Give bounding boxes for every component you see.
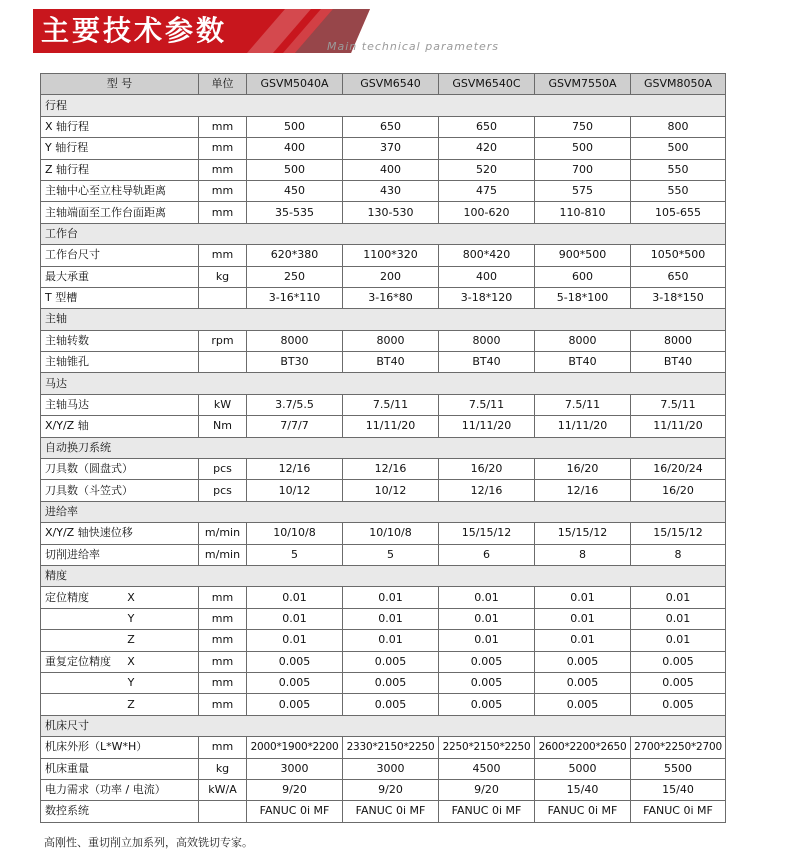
- unit-cell: mm: [199, 159, 247, 180]
- row-label-cell: [41, 737, 199, 758]
- value-cell: 15/15/12: [439, 523, 535, 544]
- table-row: [41, 608, 726, 629]
- value-cell: 750: [535, 116, 631, 137]
- row-label: 主轴马达: [45, 398, 89, 412]
- unit-cell: [199, 801, 247, 822]
- unit-cell: mm: [199, 672, 247, 693]
- value-cell: FANUC 0i MF: [631, 801, 726, 822]
- row-label-cell: [41, 287, 199, 308]
- section-label: 自动换刀系统: [41, 437, 726, 458]
- value-cell: 15/40: [631, 779, 726, 800]
- value-cell: 110-810: [535, 202, 631, 223]
- value-cell: 0.005: [631, 672, 726, 693]
- unit-cell: Nm: [199, 416, 247, 437]
- value-cell: 0.01: [247, 630, 343, 651]
- row-label: X 轴行程: [45, 119, 90, 133]
- header-model-5: GSVM8050A: [631, 74, 726, 95]
- axis-label: Y: [127, 676, 135, 690]
- value-cell: 2250*2150*2250: [439, 737, 535, 758]
- value-cell: 500: [535, 138, 631, 159]
- value-cell: 2330*2150*2250: [343, 737, 439, 758]
- table-row: [41, 180, 726, 201]
- section-label: 进给率: [41, 501, 726, 522]
- table-row: [41, 779, 726, 800]
- section-label: 主轴: [41, 309, 726, 330]
- value-cell: 0.01: [247, 587, 343, 608]
- value-cell: 10/12: [343, 480, 439, 501]
- axis-label: Z: [127, 697, 135, 711]
- value-cell: 130-530: [343, 202, 439, 223]
- row-label: 机床外形（L*W*H）: [45, 740, 148, 754]
- value-cell: 105-655: [631, 202, 726, 223]
- value-cell: 575: [535, 180, 631, 201]
- value-cell: 7/7/7: [247, 416, 343, 437]
- value-cell: 420: [439, 138, 535, 159]
- unit-cell: mm: [199, 138, 247, 159]
- value-cell: FANUC 0i MF: [247, 801, 343, 822]
- section-row: [41, 501, 726, 522]
- table-row: [41, 737, 726, 758]
- row-label: X/Y/Z 轴快速位移: [45, 526, 133, 540]
- value-cell: 0.005: [631, 694, 726, 715]
- unit-cell: pcs: [199, 480, 247, 501]
- value-cell: 0.005: [343, 672, 439, 693]
- value-cell: 11/11/20: [343, 416, 439, 437]
- value-cell: 1100*320: [343, 245, 439, 266]
- value-cell: 100-620: [439, 202, 535, 223]
- unit-cell: kW/A: [199, 779, 247, 800]
- section-row: [41, 565, 726, 586]
- value-cell: 9/20: [439, 779, 535, 800]
- value-cell: BT40: [535, 352, 631, 373]
- row-label-cell: [41, 394, 199, 415]
- row-label: 机床重量: [45, 761, 89, 775]
- table-row: [41, 266, 726, 287]
- row-label: 电力需求（功率 / 电流）: [45, 783, 166, 797]
- value-cell: 0.01: [535, 630, 631, 651]
- value-cell: 5500: [631, 758, 726, 779]
- value-cell: 6: [439, 544, 535, 565]
- value-cell: 650: [631, 266, 726, 287]
- unit-cell: mm: [199, 694, 247, 715]
- value-cell: 12/16: [247, 459, 343, 480]
- table-row: [41, 394, 726, 415]
- table-row: [41, 651, 726, 672]
- unit-cell: mm: [199, 651, 247, 672]
- table-row: [41, 138, 726, 159]
- value-cell: 8000: [343, 330, 439, 351]
- title-banner: [33, 9, 370, 53]
- value-cell: 400: [439, 266, 535, 287]
- row-label-cell: [41, 266, 199, 287]
- value-cell: 5: [343, 544, 439, 565]
- value-cell: 0.01: [439, 630, 535, 651]
- unit-cell: mm: [199, 202, 247, 223]
- value-cell: 35-535: [247, 202, 343, 223]
- value-cell: 16/20: [631, 480, 726, 501]
- value-cell: 3-16*110: [247, 287, 343, 308]
- axis-label: X: [127, 590, 135, 604]
- row-label-cell: [41, 779, 199, 800]
- unit-cell: [199, 287, 247, 308]
- footnote: 高刚性、重切削立加系列，高效铣切专家。: [44, 836, 253, 849]
- row-label: 刀具数（圆盘式）: [45, 462, 133, 476]
- table-row: [41, 202, 726, 223]
- value-cell: 15/15/12: [535, 523, 631, 544]
- row-label-cell: [41, 801, 199, 822]
- row-label: 主轴转数: [45, 333, 89, 347]
- value-cell: 5000: [535, 758, 631, 779]
- row-label-cell: [41, 459, 199, 480]
- unit-cell: [199, 352, 247, 373]
- row-label-cell: [41, 180, 199, 201]
- table-header-row: [41, 74, 726, 95]
- value-cell: 0.005: [247, 694, 343, 715]
- value-cell: 0.005: [247, 651, 343, 672]
- row-label-cell: [41, 544, 199, 565]
- value-cell: 16/20: [439, 459, 535, 480]
- table-row: [41, 523, 726, 544]
- header-model-3: GSVM6540C: [439, 74, 535, 95]
- value-cell: 3000: [247, 758, 343, 779]
- header-model-2: GSVM6540: [343, 74, 439, 95]
- value-cell: 0.005: [343, 651, 439, 672]
- row-label: 工作台尺寸: [45, 248, 100, 262]
- section-label: 行程: [41, 95, 726, 116]
- value-cell: 450: [247, 180, 343, 201]
- row-label-cell: [41, 202, 199, 223]
- value-cell: 9/20: [247, 779, 343, 800]
- value-cell: 0.005: [439, 651, 535, 672]
- table-row: [41, 330, 726, 351]
- unit-cell: kg: [199, 266, 247, 287]
- value-cell: 3.7/5.5: [247, 394, 343, 415]
- row-label: 最大承重: [45, 269, 89, 283]
- table-row: [41, 630, 726, 651]
- value-cell: FANUC 0i MF: [535, 801, 631, 822]
- value-cell: 8000: [439, 330, 535, 351]
- value-cell: 900*500: [535, 245, 631, 266]
- row-label-cell: [41, 352, 199, 373]
- value-cell: 600: [535, 266, 631, 287]
- table-row: [41, 544, 726, 565]
- row-label: 定位精度: [45, 590, 89, 604]
- row-label-cell: [41, 651, 199, 672]
- table-row: [41, 159, 726, 180]
- row-label: T 型槽: [45, 291, 78, 305]
- table-row: [41, 587, 726, 608]
- value-cell: 11/11/20: [439, 416, 535, 437]
- value-cell: 8: [535, 544, 631, 565]
- unit-cell: kg: [199, 758, 247, 779]
- table-row: [41, 480, 726, 501]
- row-label: 主轴端面至工作台面距离: [45, 205, 166, 219]
- value-cell: 0.005: [439, 672, 535, 693]
- value-cell: 7.5/11: [535, 394, 631, 415]
- value-cell: 0.01: [439, 608, 535, 629]
- value-cell: 0.01: [343, 587, 439, 608]
- value-cell: BT40: [631, 352, 726, 373]
- unit-cell: mm: [199, 608, 247, 629]
- value-cell: 15/15/12: [631, 523, 726, 544]
- value-cell: 8000: [535, 330, 631, 351]
- value-cell: 500: [247, 159, 343, 180]
- value-cell: 800*420: [439, 245, 535, 266]
- row-label: 切削进给率: [45, 547, 100, 561]
- page-subtitle: Main technical parameters: [327, 40, 500, 53]
- section-label: 马达: [41, 373, 726, 394]
- row-label: Y 轴行程: [45, 141, 89, 155]
- table-row: [41, 352, 726, 373]
- page-title: 主要技术参数: [41, 14, 228, 47]
- value-cell: 0.005: [535, 694, 631, 715]
- row-label: Z 轴行程: [45, 162, 90, 176]
- table-row: [41, 459, 726, 480]
- value-cell: 0.005: [343, 694, 439, 715]
- value-cell: 650: [439, 116, 535, 137]
- value-cell: 0.005: [535, 651, 631, 672]
- value-cell: 1050*500: [631, 245, 726, 266]
- row-label-cell: [41, 523, 199, 544]
- row-label-cell: [41, 694, 199, 715]
- value-cell: 400: [343, 159, 439, 180]
- unit-cell: mm: [199, 180, 247, 201]
- value-cell: 16/20: [535, 459, 631, 480]
- value-cell: FANUC 0i MF: [343, 801, 439, 822]
- value-cell: 0.01: [535, 608, 631, 629]
- value-cell: 10/10/8: [247, 523, 343, 544]
- value-cell: 550: [631, 180, 726, 201]
- axis-label: X: [127, 654, 135, 668]
- value-cell: 8000: [247, 330, 343, 351]
- section-label: 精度: [41, 565, 726, 586]
- value-cell: 3-18*150: [631, 287, 726, 308]
- unit-cell: mm: [199, 737, 247, 758]
- value-cell: 0.01: [343, 608, 439, 629]
- table-row: [41, 758, 726, 779]
- row-label-cell: [41, 672, 199, 693]
- value-cell: BT40: [343, 352, 439, 373]
- value-cell: 12/16: [535, 480, 631, 501]
- value-cell: 8: [631, 544, 726, 565]
- value-cell: 650: [343, 116, 439, 137]
- value-cell: 475: [439, 180, 535, 201]
- unit-cell: mm: [199, 116, 247, 137]
- unit-cell: m/min: [199, 523, 247, 544]
- value-cell: 16/20/24: [631, 459, 726, 480]
- section-row: [41, 223, 726, 244]
- section-label: 机床尺寸: [41, 715, 726, 736]
- value-cell: 2700*2250*2700: [631, 737, 726, 758]
- row-label: 主轴锥孔: [45, 355, 89, 369]
- table-row: [41, 416, 726, 437]
- value-cell: 9/20: [343, 779, 439, 800]
- section-row: [41, 373, 726, 394]
- value-cell: 10/12: [247, 480, 343, 501]
- value-cell: 200: [343, 266, 439, 287]
- value-cell: 7.5/11: [439, 394, 535, 415]
- section-row: [41, 715, 726, 736]
- value-cell: 11/11/20: [631, 416, 726, 437]
- value-cell: 3000: [343, 758, 439, 779]
- axis-label: Y: [127, 611, 135, 625]
- value-cell: 7.5/11: [343, 394, 439, 415]
- row-label-cell: [41, 416, 199, 437]
- value-cell: 5-18*100: [535, 287, 631, 308]
- unit-cell: m/min: [199, 544, 247, 565]
- unit-cell: mm: [199, 630, 247, 651]
- value-cell: 11/11/20: [535, 416, 631, 437]
- section-row: [41, 309, 726, 330]
- table-row: [41, 694, 726, 715]
- value-cell: 500: [631, 138, 726, 159]
- row-label-cell: [41, 587, 199, 608]
- row-label: 数控系统: [45, 804, 89, 818]
- value-cell: 15/40: [535, 779, 631, 800]
- unit-cell: rpm: [199, 330, 247, 351]
- value-cell: 700: [535, 159, 631, 180]
- header-unit: 单位: [199, 74, 247, 95]
- value-cell: 3-16*80: [343, 287, 439, 308]
- section-row: [41, 95, 726, 116]
- row-label-cell: [41, 138, 199, 159]
- row-label-cell: [41, 159, 199, 180]
- value-cell: 520: [439, 159, 535, 180]
- value-cell: 0.01: [439, 587, 535, 608]
- value-cell: 0.01: [247, 608, 343, 629]
- row-label-cell: [41, 608, 199, 629]
- row-label-cell: [41, 630, 199, 651]
- value-cell: 0.01: [535, 587, 631, 608]
- value-cell: 550: [631, 159, 726, 180]
- value-cell: 0.005: [631, 651, 726, 672]
- value-cell: 5: [247, 544, 343, 565]
- value-cell: 250: [247, 266, 343, 287]
- header-model-4: GSVM7550A: [535, 74, 631, 95]
- value-cell: BT30: [247, 352, 343, 373]
- row-label: X/Y/Z 轴: [45, 419, 89, 433]
- value-cell: 4500: [439, 758, 535, 779]
- value-cell: FANUC 0i MF: [439, 801, 535, 822]
- value-cell: 0.005: [535, 672, 631, 693]
- value-cell: 10/10/8: [343, 523, 439, 544]
- axis-label: Z: [127, 633, 135, 647]
- value-cell: 0.01: [631, 587, 726, 608]
- unit-cell: mm: [199, 245, 247, 266]
- spec-table: [40, 73, 726, 823]
- row-label: 重复定位精度: [45, 654, 111, 668]
- section-label: 工作台: [41, 223, 726, 244]
- table-row: [41, 287, 726, 308]
- value-cell: 3-18*120: [439, 287, 535, 308]
- value-cell: BT40: [439, 352, 535, 373]
- row-label-cell: [41, 116, 199, 137]
- value-cell: 500: [247, 116, 343, 137]
- header-model-1: GSVM5040A: [247, 74, 343, 95]
- value-cell: 12/16: [343, 459, 439, 480]
- value-cell: 0.005: [439, 694, 535, 715]
- unit-cell: mm: [199, 587, 247, 608]
- value-cell: 0.01: [631, 630, 726, 651]
- row-label-cell: [41, 480, 199, 501]
- row-label-cell: [41, 758, 199, 779]
- table-row: [41, 245, 726, 266]
- value-cell: 400: [247, 138, 343, 159]
- value-cell: 0.01: [631, 608, 726, 629]
- value-cell: 2000*1900*2200: [247, 737, 343, 758]
- row-label-cell: [41, 245, 199, 266]
- value-cell: 2600*2200*2650: [535, 737, 631, 758]
- section-row: [41, 437, 726, 458]
- value-cell: 620*380: [247, 245, 343, 266]
- table-row: [41, 801, 726, 822]
- row-label: 主轴中心至立柱导轨距离: [45, 184, 166, 198]
- value-cell: 0.005: [247, 672, 343, 693]
- value-cell: 12/16: [439, 480, 535, 501]
- value-cell: 8000: [631, 330, 726, 351]
- value-cell: 7.5/11: [631, 394, 726, 415]
- unit-cell: pcs: [199, 459, 247, 480]
- header-model: 型 号: [41, 74, 199, 95]
- table-row: [41, 116, 726, 137]
- row-label: 刀具数（斗笠式）: [45, 483, 133, 497]
- unit-cell: kW: [199, 394, 247, 415]
- value-cell: 370: [343, 138, 439, 159]
- value-cell: 800: [631, 116, 726, 137]
- table-row: [41, 672, 726, 693]
- value-cell: 430: [343, 180, 439, 201]
- row-label-cell: [41, 330, 199, 351]
- value-cell: 0.01: [343, 630, 439, 651]
